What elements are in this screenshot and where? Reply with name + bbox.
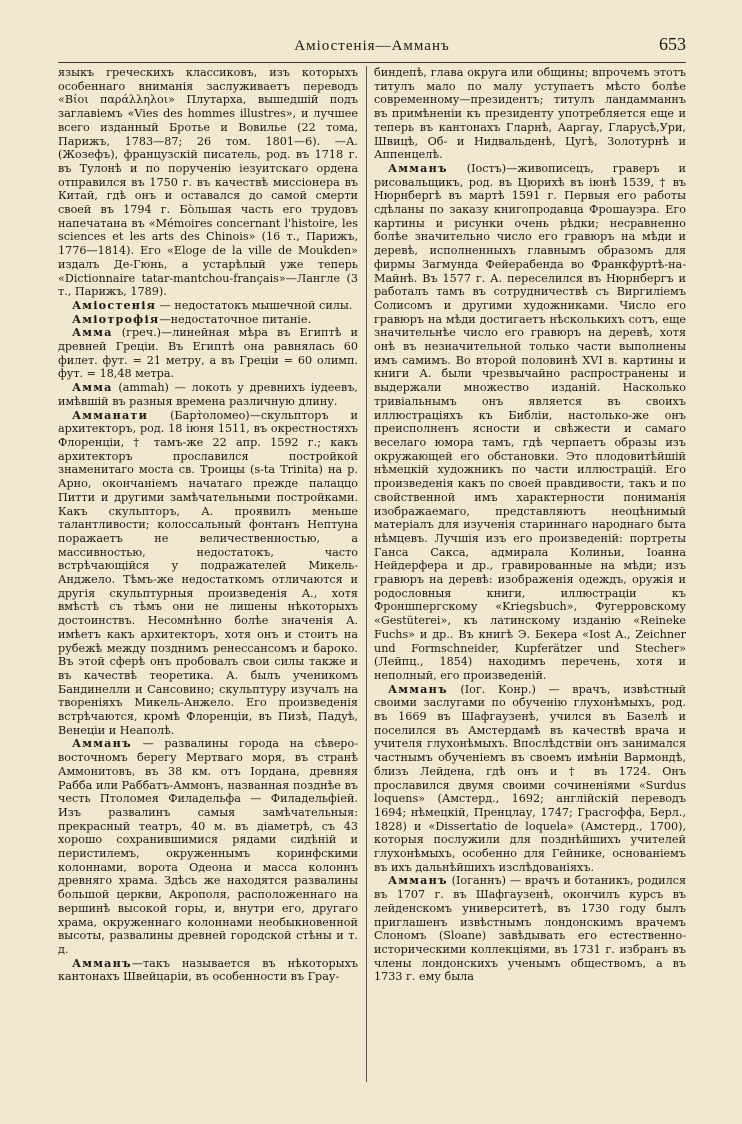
entry-headword: Амманъ bbox=[72, 955, 132, 970]
entry-text: биндепѣ, глава округа или общины; впрочемъ этотъ титулъ мало по малу уступаетъ мѣсто болѣе современному—президентъ; титулъ ландамманнъ въ примѣненіи къ президенту употребляется еще и теперь въ кантонахъ Гларнѣ, Ааргау, Гларусѣ,Ури, Швицѣ, Об- и Нидвальденѣ, Цугѣ, Золотурнѣ и Аппенцелѣ. bbox=[374, 66, 686, 162]
entry-text: (Іоганнъ) — врачъ и ботаникъ, родился въ 1707 г. въ Шафгаузенѣ, окончилъ курсъ въ лейденскомъ университетѣ, въ 1730 году былъ приглашенъ извѣстнымъ лондонскимъ врачемъ Слономъ (Sloane) завѣдывать его естественно-историческими коллекціями, въ 1731 г. избранъ въ члены лондонскихъ ученымъ обществомъ, а въ 1733 г. ему была bbox=[374, 874, 686, 984]
entry-headword: Амманъ bbox=[388, 160, 448, 175]
running-head: Аміостенія—Амманъ bbox=[294, 38, 450, 54]
entry-text: (Барт̀оломео)—скульпторъ и архитекторъ, род. 18 іюня 1511, въ окрестностяхъ Флоренціи, † тамъ-же 22 апр. 1592 г.; какъ архитекторъ прославился постройкой знаменитаго моста св. Троицы (s-ta Trinita) на р. Арно, окончаніемъ начатаго прежде палаццо Питти и другими замѣчательными постройками. Какъ скульпторъ, А. проявилъ меньше талантливости; колоссальный фонтанъ Нептуна поражаетъ не величественностью, а массивностью, недостатокъ, часто встрѣчающійся у подражателей Микель-Анджело. Тѣмъ-же недостаткомъ отличаются и другія скульптурныя произведенія А., хотя вмѣстѣ съ тѣмъ они не лишены нѣкоторыхъ достоинствъ. Несомнѣнно болѣе значенія А. имѣетъ какъ архитекторъ, хотя онъ и стоитъ на рубежѣ между позднимъ ренессансомъ и бароко. Въ этой сферѣ онъ пробовалъ свои силы также и въ качествѣ теоретика. А. былъ ученикомъ Бандинелли и Сансовино; скульптуру изучалъ на твореніяхъ Микель-Анжело. Его произведенія встрѣчаются, кромѣ Флоренціи, въ Пизѣ, Падуѣ, Венеціи и Неаполѣ. bbox=[58, 408, 358, 737]
entry-headword: Амма bbox=[72, 380, 113, 395]
entry bbox=[374, 66, 686, 162]
entry bbox=[58, 299, 358, 313]
right-column bbox=[374, 66, 686, 984]
entry-headword: Амма bbox=[72, 325, 113, 340]
entry bbox=[58, 381, 358, 408]
entry bbox=[58, 737, 358, 956]
entry bbox=[374, 683, 686, 875]
entry bbox=[58, 313, 358, 327]
entry-text: (ammah) — локоть у древнихъ іудеевъ, имѣвшій въ разныя времена различную длину. bbox=[58, 381, 358, 408]
entry-text: — недостатокъ мышечной силы. bbox=[156, 298, 353, 312]
entry bbox=[58, 957, 358, 984]
entry bbox=[58, 409, 358, 738]
entry-headword: Амманъ bbox=[72, 736, 132, 751]
header-rule bbox=[58, 62, 686, 63]
column-divider bbox=[366, 66, 367, 1082]
entry-text: —такъ называется въ нѣкоторыхъ кантонахъ Швейцаріи, въ особенности въ Грау- bbox=[58, 956, 358, 984]
entry bbox=[58, 66, 358, 299]
entry bbox=[58, 326, 358, 381]
entry-headword: Амманъ bbox=[388, 873, 448, 888]
entry-headword: Аміостенія bbox=[72, 297, 157, 312]
entry-headword: Амманати bbox=[72, 407, 149, 422]
left-column bbox=[58, 66, 358, 984]
entry bbox=[374, 162, 686, 683]
entry bbox=[374, 874, 686, 984]
entry-headword: Аміотрофія bbox=[72, 311, 160, 326]
page-header bbox=[58, 34, 686, 60]
entry-text: — развалины города на сѣверо-восточномъ берегу Мертваго моря, въ странѣ Аммонитовъ, въ 38 км. отъ Іордана, древняя Рабба или Раббатъ-Аммонъ, названная позднѣе въ честь Птоломея Филадельфа — Филадельфіей. Изъ развалинъ самыя замѣчательныя: прекрасный театръ, 40 м. въ діаметрѣ, съ 43 хорошо сохранившимися рядами сидѣній и перистилемъ, окруженнымъ коринфскими колоннами, ворота Одеона и масса колоннъ древняго храма. Здѣсь же находятся развалины большой церкви, Акрополя, расположеннаго на вершинѣ высокой горы, и, внутри его, другаго храма, окруженнаго колоннами необыкновенной высоты, развалины древней городской стѣны и т. д. bbox=[58, 737, 358, 956]
entry-text: (Іостъ)—живописецъ, граверъ и рисовальщикъ, род. въ Цюрихѣ въ іюнѣ 1539, † въ Нюрнбергѣ въ мартѣ 1591 г. Первыя его работы сдѣланы по заказу книгопродавца Фрошауэра. Его картины и рисунки очень рѣдки; несравненно болѣе значительно число его гравюръ на мѣди и деревѣ, исполненныхъ главнымъ образомъ для фирмы Загмунда Фейерабенда во Франкфуртѣ-на-Майнѣ. Въ 1577 г. А. переселился въ Нюрнбергъ и работалъ тамъ въ сотрудничествѣ съ Виргиліемъ Солисомъ и другими художниками. Число его гравюръ на мѣди достигаетъ нѣсколькихъ сотъ, еще значительнѣе число его гравюръ на деревѣ, хотя онѣ въ незначительной только части выполнены имъ самимъ. Во второй половинѣ XVI в. картины и книги А. были чрезвычайно распространены и выдержали множество изданій. Насколько тривіальнымъ онъ является въ своихъ иллюстраціяхъ къ Библіи, настолько-же онъ преисполненъ ясности и свѣжести и самаго веселаго юмора тамъ, гдѣ черпаетъ образы изъ окружающей его обстановки. Это плодовитѣйшій нѣмецкій художникъ по части иллюстрацій. Его произведенія какъ по своей правдивости, такъ и по свойственной имъ характерности пониманія изображаемаго, представляютъ неоцѣнимый матеріалъ для изученія стариннаго народнаго быта нѣмцевъ. Лучшія изъ его произведеній: портреты Ганса Сакса, адмирала Колиньи, Іоанна Нейдерфера и др., гравированные на мѣди; изъ гравюръ на деревѣ: изображенія одеждъ, оружія и родословныя книги, иллюстраціи къ Фроншпергскому «Kriegsbuch», Фугерровскому «Gestüterei», къ латинскому изданію «Reineke Fuchs» и др.. Въ книгѣ Э. Бекера «Iost A., Zeichner und Formschneider, Kupferätzer und Stecher» (Лейпц., 1854) находимъ перечень, хотя и неполный, его произведеній. bbox=[374, 161, 686, 682]
entry-text: языкъ греческихъ классиковъ, изъ которыхъ особеннаго вниманія заслуживаетъ переводъ «Βίοι παράλληλοι» Плутарха, вышедшій подъ заглавіемъ «Vies des hommes illustres», и лучшее всего изданный Бротье и Вовилье (22 тома, Парижъ, 1783—87; 26 том. 1801—6). —А. (Жозефъ), французскій писатель, род. въ 1718 г. въ Тулонѣ и по порученію іезуитскаго ордена отправился въ 1750 г. въ качествѣ миссіонера въ Китай, гдѣ онъ и оставался до самой смерти своей въ 1794 г. Бо̀льшая часть его трудовъ напечатана въ «Mémoires concernant l'histoire, les sciences et les arts des Chinois» (16 т., Парижъ, 1776—1814). Его «Eloge de la ville de Moukden» издалъ Де-Гюнь, а устарѣлый уже теперь «Dictionnaire tatar-mantchou-français»—Лангле (3 т., Парижъ, 1789). bbox=[58, 66, 358, 299]
page-number: 653 bbox=[659, 34, 686, 54]
entry-text: —недостаточное питаніе. bbox=[159, 312, 312, 326]
entry-headword: Амманъ bbox=[388, 681, 448, 696]
entry-text: (греч.)—линейная мѣра въ Египтѣ и древней Греціи. Въ Египтѣ она равнялась 60 филет. фут. = 21 метру, а въ Греціи = 60 олимп. фут. = 18,48 метра. bbox=[58, 326, 358, 381]
entry-text: (Іог. Конр.) — врачъ, извѣстный своими заслугами по обученію глухонѣмыхъ, род. въ 1669 въ Шафгаузенѣ, учился въ Базелѣ и поселился въ Амстердамѣ въ качествѣ врача и учителя глухонѣмыхъ. Впослѣдствіи онъ занимался частнымъ обученіемъ въ своемъ имѣніи Вармондѣ, близъ Лейдена, гдѣ онъ и † въ 1724. Онъ прославился двумя своими сочиненіями «Surdus loquens» (Амстерд., 1692; англійскій переводъ 1694; нѣмецкій, Пренцлау, 1747; Грасгоффа, Берл., 1828) и «Dissertatio de loquela» (Амстерд., 1700), которыя послужили для позднѣйшихъ учителей глухонѣмыхъ, особенно для Гейнике, основаніемъ въ ихъ дальнѣйшихъ изслѣдованіяхъ. bbox=[374, 682, 686, 874]
